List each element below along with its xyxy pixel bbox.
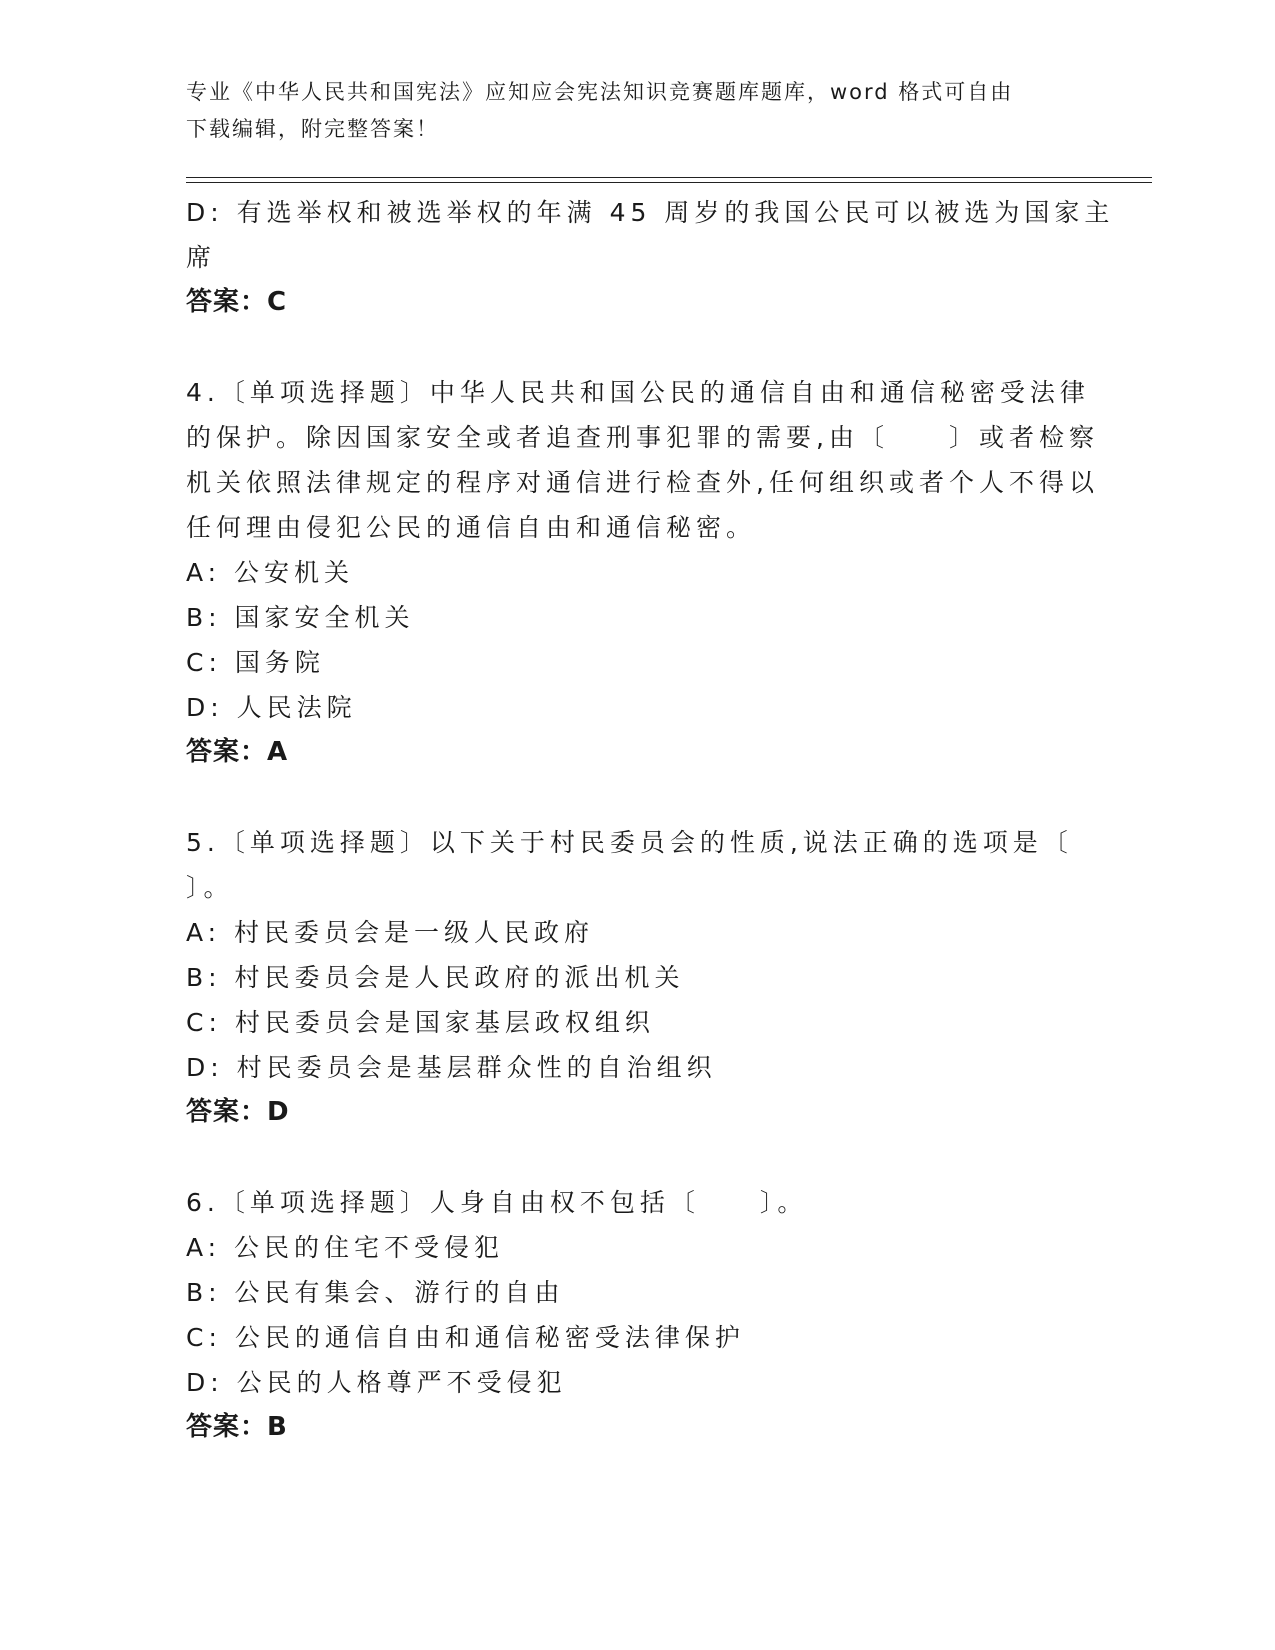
option-d: D: 人民法院	[186, 693, 357, 722]
option-d: D: 村民委员会是基层群众性的自治组织	[186, 1053, 717, 1082]
stem-line: 任何理由侵犯公民的通信自由和通信秘密。	[186, 513, 757, 542]
header-divider-bottom	[186, 182, 1152, 183]
question-4	[186, 370, 1099, 775]
header-divider-top	[186, 177, 1152, 178]
document-header	[186, 74, 1066, 148]
answer-line: 答案：B	[186, 1412, 288, 1442]
question-stem	[186, 820, 1086, 910]
question-stem	[186, 370, 1099, 550]
option-d: D: 有选举权和被选举权的年满 45 周岁的我国公民可以被选为国家主	[186, 198, 1115, 227]
option-a: A: 公安机关	[186, 558, 355, 587]
answer-line: 答案：D	[186, 1097, 290, 1127]
option-d-continued: 席	[186, 243, 217, 272]
option-b: B: 国家安全机关	[186, 603, 415, 632]
option-c: C: 国务院	[186, 648, 325, 677]
header-line-1: 专业《中华人民共和国宪法》应知应会宪法知识竞赛题库题库，word 格式可自由	[186, 80, 1014, 104]
option-a: A: 公民的住宅不受侵犯	[186, 1233, 505, 1262]
option-b: B: 公民有集会、游行的自由	[186, 1278, 565, 1307]
answer-line: 答案：C	[186, 287, 288, 317]
option-a: A: 村民委员会是一级人民政府	[186, 918, 595, 947]
header-line-2: 下载编辑，附完整答案！	[186, 117, 439, 141]
option-c: C: 公民的通信自由和通信秘密受法律保护	[186, 1323, 745, 1352]
option-b: B: 村民委员会是人民政府的派出机关	[186, 963, 685, 992]
stem-line: 机关依照法律规定的程序对通信进行检查外,任何组织或者个人不得以	[186, 468, 1099, 497]
stem-line: 的保护。除因国家安全或者追查刑事犯罪的需要,由〔 〕或者检察	[186, 423, 1099, 452]
stem-line: 4.〔单项选择题〕中华人民共和国公民的通信自由和通信秘密受法律	[186, 378, 1090, 407]
document-body	[186, 190, 1115, 1450]
stem-line: 5.〔单项选择题〕以下关于村民委员会的性质,说法正确的选项是〔	[186, 828, 1073, 857]
previous-question-tail	[186, 190, 1115, 325]
option-c: C: 村民委员会是国家基层政权组织	[186, 1008, 655, 1037]
answer-line: 答案：A	[186, 737, 289, 767]
question-6	[186, 1180, 1086, 1450]
question-5	[186, 820, 1086, 1135]
stem-line: 〕。	[186, 873, 234, 902]
stem-line: 6.〔单项选择题〕人身自由权不包括〔 〕。	[186, 1188, 808, 1217]
question-stem	[186, 1180, 1086, 1225]
option-d: D: 公民的人格尊严不受侵犯	[186, 1368, 567, 1397]
